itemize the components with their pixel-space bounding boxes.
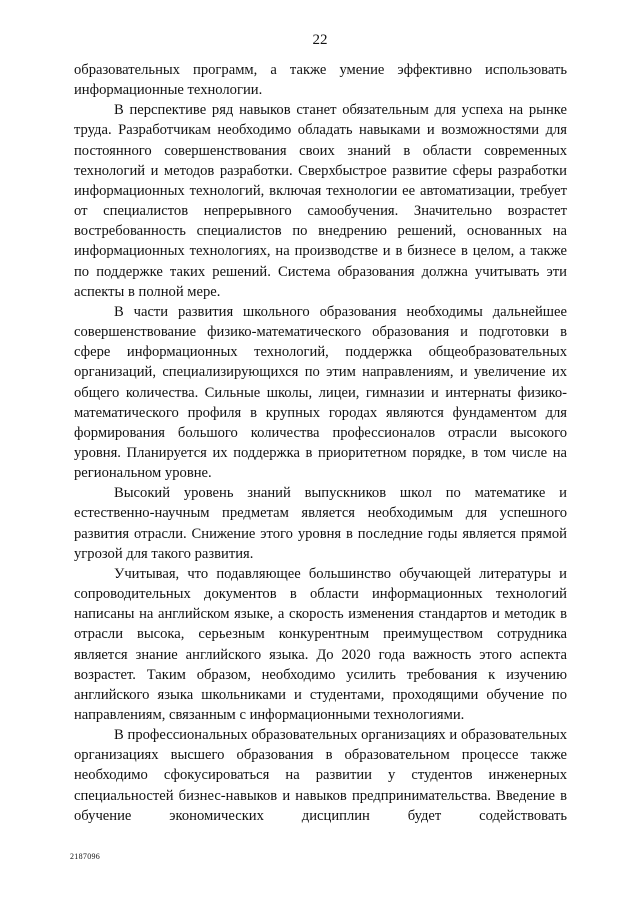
paragraph-labor-market-skills: В перспективе ряд навыков станет обязательным для успеха на рынке труда. Разработчикам необходимо обладать навыками и возможностями для постоянного совершенствования своих знаний в области современных технологий и методов разработки. Сверхбыстрое развитие сферы разработки информационных технологий, включая технологии ее автоматизации, требует от специалистов непрерывного самообучения. Значительно возрастет востребованность специалистов по внедрению решений, основанных на информационных технологиях, на производстве и в бизнесе в целом, а также по поддержке таких решений. Система образования должна учитывать эти аспекты в полной мере. xyxy=(74,102,567,300)
paragraph-professional-education: В профессиональных образовательных организациях и образовательных организациях высшего образования в образовательном процессе также необходимо сфокусироваться на развитии у студентов инженерных специальностей бизнес-навыков и навыков предпринимательства. Введение в обучение экономических дисциплин будет содействовать xyxy=(74,727,567,824)
page-number: 22 xyxy=(312,32,328,48)
paragraph-school-education: В части развития школьного образования необходимы дальнейшее совершенствование физико-математического образования и подготовки в сфере информационных технологий, поддержка общеобразовательных организаций, специализирующихся по этим направлениям, и увеличение их общего количества. Сильные школы, лицеи, гимназии и интернаты физико-математического профиля в крупных городах являются фундаментом для формирования большого количества профессионалов отрасли высокого уровня. Планируется их поддержка в приоритетном порядке, в том числе на региональном уровне. xyxy=(74,303,567,482)
paragraph-english-language: Учитывая, что подавляющее большинство обучающей литературы и сопроводительных документов в области информационных технологий написаны на английском языке, а скорость изменения стандартов и методик в отрасли высока, серьезным конкурентным преимуществом сотрудника является знание английского языка. До 2020 года важность этого аспекта возрастет. Таким образом, необходимо усилить требования к изучению английского языка школьниками и студентами, проходящими обучение по направлениям, связанным с информационными технологиями. xyxy=(74,565,567,723)
document-body xyxy=(74,60,567,826)
paragraph-graduate-knowledge: Высокий уровень знаний выпускников школ по математике и естественно-научным предметам является необходимым для успешного развития отрасли. Снижение этого уровня в последние годы является прямой угрозой для такого развития. xyxy=(74,485,567,562)
paragraph-continuation: образовательных программ, а также умение эффективно использовать информационные технологии. xyxy=(74,62,567,99)
document-code: 2187096 xyxy=(70,852,101,861)
